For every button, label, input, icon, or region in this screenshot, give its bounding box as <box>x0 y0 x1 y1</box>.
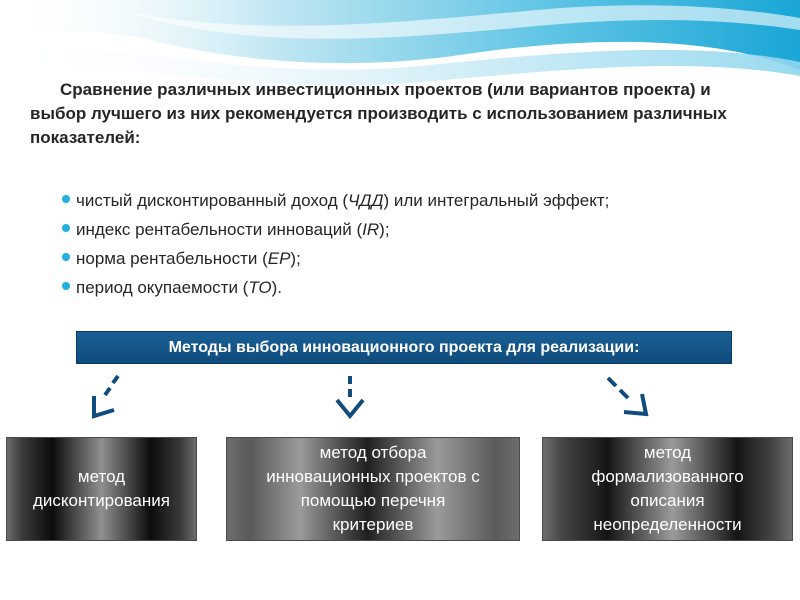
bullet-text-before: индекс рентабельности инноваций ( <box>76 220 363 239</box>
bullet-abbr: ЕР <box>267 249 291 268</box>
bullet-text-after: ). <box>271 278 282 297</box>
bullet-abbr: ЧДД <box>348 191 384 210</box>
bullet-text-before: норма рентабельности ( <box>76 249 268 268</box>
bullet-text-after: ) или интегральный эффект; <box>383 191 610 210</box>
arrow-down-right-icon <box>602 372 652 422</box>
method-box-line: критериев <box>332 515 414 534</box>
method-box-line: метод отбора <box>319 443 427 462</box>
method-box-line: метод <box>77 467 126 486</box>
method-box-text <box>266 441 479 537</box>
method-box-line: метод <box>643 443 692 462</box>
method-box-line: помощью перечня <box>300 491 446 510</box>
bullet-abbr: IR <box>362 220 380 239</box>
list-item <box>60 273 760 302</box>
methods-banner-label: Методы выбора инновационного проекта для реализации: <box>168 339 640 356</box>
list-item <box>60 244 760 273</box>
method-box-uncertainty <box>542 437 793 541</box>
list-item <box>60 215 760 244</box>
method-box-line: дисконтирования <box>33 491 170 510</box>
indicator-list <box>60 186 760 302</box>
method-box-criteria-selection <box>226 437 520 541</box>
arrow-down-icon <box>334 374 366 424</box>
list-item <box>60 186 760 215</box>
bullet-text-before: период окупаемости ( <box>76 278 249 297</box>
arrow-down-left-icon <box>86 372 126 422</box>
bullet-dot-icon <box>62 253 70 261</box>
bullet-dot-icon <box>62 195 70 203</box>
bullet-text-before: чистый дисконтированный доход ( <box>76 191 349 210</box>
method-box-line: описания <box>630 491 705 510</box>
method-box-text <box>591 441 743 537</box>
bullet-dot-icon <box>62 282 70 290</box>
bullet-text-after: ); <box>290 249 301 268</box>
method-box-discounting <box>6 437 197 541</box>
method-box-line: формализованного <box>591 467 744 486</box>
method-box-line: неопределенности <box>593 515 742 534</box>
method-box-line: инновационных проектов с <box>266 467 480 486</box>
intro-paragraph <box>30 78 760 150</box>
method-box-text <box>33 465 170 513</box>
bullet-abbr: ТО <box>248 278 272 297</box>
intro-text: Сравнение различных инвестиционных проектов (или вариантов проекта) и выбор лучшего из них рекомендуется производить с использованием различных показателей: <box>30 80 727 147</box>
methods-banner <box>76 331 732 364</box>
bullet-text-after: ); <box>379 220 390 239</box>
bullet-dot-icon <box>62 224 70 232</box>
